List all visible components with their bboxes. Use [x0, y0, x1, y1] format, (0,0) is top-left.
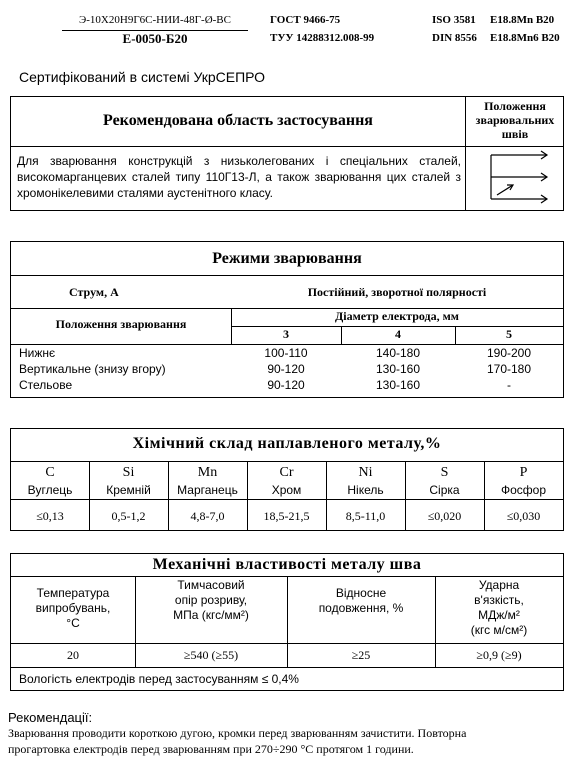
position-label: Положення зварювання: [55, 317, 187, 331]
mode-row-d3: 90-120: [267, 378, 305, 392]
recommendations-title: Рекомендації:: [8, 710, 93, 725]
mode-row-d4: 130-160: [375, 378, 421, 392]
application-text: Для зварювання конструкцій з низьколегованих і спеціальних сталей, високомарганцевих сталей типу 110Г13-Л, а також зварювання цих сталей з хромонікелевими сталями аустенітного класу.: [17, 154, 461, 200]
chem-divider-1: [11, 461, 563, 462]
element-name: Кремній: [106, 483, 151, 497]
gost-standard: ГОСТ 9466-75: [270, 14, 341, 26]
mode-row-d3: 100-110: [264, 346, 308, 360]
test-temperature-value: 20: [67, 648, 79, 662]
diameter-4: 4: [395, 327, 401, 341]
positions-divider: [465, 97, 466, 210]
element-symbol: P: [519, 465, 528, 480]
recommendations-line-2: прогартовка електродів перед зварюванням при 270÷290 °C протягом 1 години.: [8, 742, 414, 756]
application-title: Рекомендована область застосування: [103, 112, 373, 129]
chemistry-title: Хімічний склад наплавленого металу,%: [132, 435, 442, 452]
element-value: ≤0,030: [506, 509, 541, 523]
mode-row-position: Нижнє: [19, 346, 56, 360]
certification-note: Сертифікований в системі УкрСЕПРО: [19, 69, 266, 85]
diameter-3: 3: [283, 327, 289, 341]
current-value: Постійний, зворотної полярності: [307, 285, 487, 299]
welding-modes-box: [10, 241, 564, 398]
element-name: Хром: [271, 483, 302, 497]
element-symbol: C: [45, 465, 55, 480]
tensile-strength-value: ≥540 (≥55): [183, 648, 239, 662]
mode-row-d5: -: [507, 378, 511, 392]
impact-toughness-header: Ударна в'язкість, МДж/м² (кгс м/см²): [470, 578, 528, 637]
weld-positions-icon: [483, 149, 553, 207]
recommendations-line-1: Зварювання проводити короткою дугою, кромки перед зварюванням зачистити. Повторна: [8, 726, 467, 740]
mode-row-position: Вертикальне (знизу вгору): [19, 362, 166, 376]
welding-modes-title: Режими зварювання: [212, 250, 362, 267]
din-label: DIN 8556: [432, 32, 477, 44]
moisture-note: Вологість електродів перед застосуванням ≤ 0,4%: [19, 672, 299, 686]
element-symbol: Si: [122, 465, 135, 480]
element-value: 4,8-7,0: [190, 509, 225, 523]
current-label: Струм, А: [69, 285, 119, 299]
mode-row-d4: 140-180: [375, 346, 421, 360]
element-name: Марганець: [177, 483, 238, 497]
modes-divider-4: [11, 344, 563, 345]
chem-divider-2: [11, 499, 563, 500]
element-name: Нікель: [347, 483, 384, 497]
mechanical-title: Механічні властивості металу шва: [152, 556, 422, 573]
diameter-label: Діаметр електрода, мм: [335, 309, 459, 323]
chemistry-box: [10, 428, 564, 531]
modes-divider-1: [11, 275, 563, 276]
mechanical-box: [10, 553, 564, 691]
electrode-grade: Е-0050-Б20: [122, 31, 188, 46]
element-name: Фосфор: [500, 483, 547, 497]
electrode-designation: Э-10Х20Н9Г6С-НИИ-48Г-Ø-ВС: [79, 14, 231, 26]
element-symbol: Mn: [197, 465, 218, 480]
iso-label: ISO 3581: [432, 14, 476, 26]
element-value: 8,5-11,0: [345, 509, 386, 523]
positions-title: Положення зварювальних швів: [475, 99, 555, 141]
element-value: 0,5-1,2: [111, 509, 146, 523]
mode-row-position: Стельове: [19, 378, 73, 392]
element-value: ≤0,13: [36, 509, 64, 523]
element-name: Вуглець: [27, 483, 73, 497]
application-box: [10, 96, 564, 211]
impact-toughness-value: ≥0,9 (≥9): [476, 648, 522, 662]
iso-value: E18.8Mn B20: [490, 14, 555, 26]
element-name: Сірка: [429, 483, 460, 497]
element-symbol: S: [440, 465, 449, 480]
mode-row-d5: 190-200: [486, 346, 532, 360]
elongation-header: Відносне подовження, %: [318, 586, 404, 615]
mode-row-d4: 130-160: [375, 362, 421, 376]
element-symbol: Ni: [358, 465, 373, 480]
elongation-value: ≥25: [351, 648, 371, 662]
mech-divider-3: [11, 667, 563, 668]
mode-row-d5: 170-180: [486, 362, 532, 376]
test-temperature-header: Температура випробувань, °C: [35, 586, 111, 630]
diameter-5: 5: [506, 327, 512, 341]
tensile-strength-header: Тимчасовий опір розриву, МПа (кгс/мм²): [173, 578, 249, 622]
element-symbol: Cr: [279, 465, 294, 480]
tuu-standard: ТУУ 14288312.008-99: [270, 32, 375, 44]
din-value: E18.8Mn6 B20: [490, 32, 560, 44]
application-divider: [11, 146, 563, 147]
element-value: 18,5-21,5: [263, 509, 310, 523]
mode-row-d3: 90-120: [267, 362, 305, 376]
element-value: ≤0,020: [427, 509, 462, 523]
